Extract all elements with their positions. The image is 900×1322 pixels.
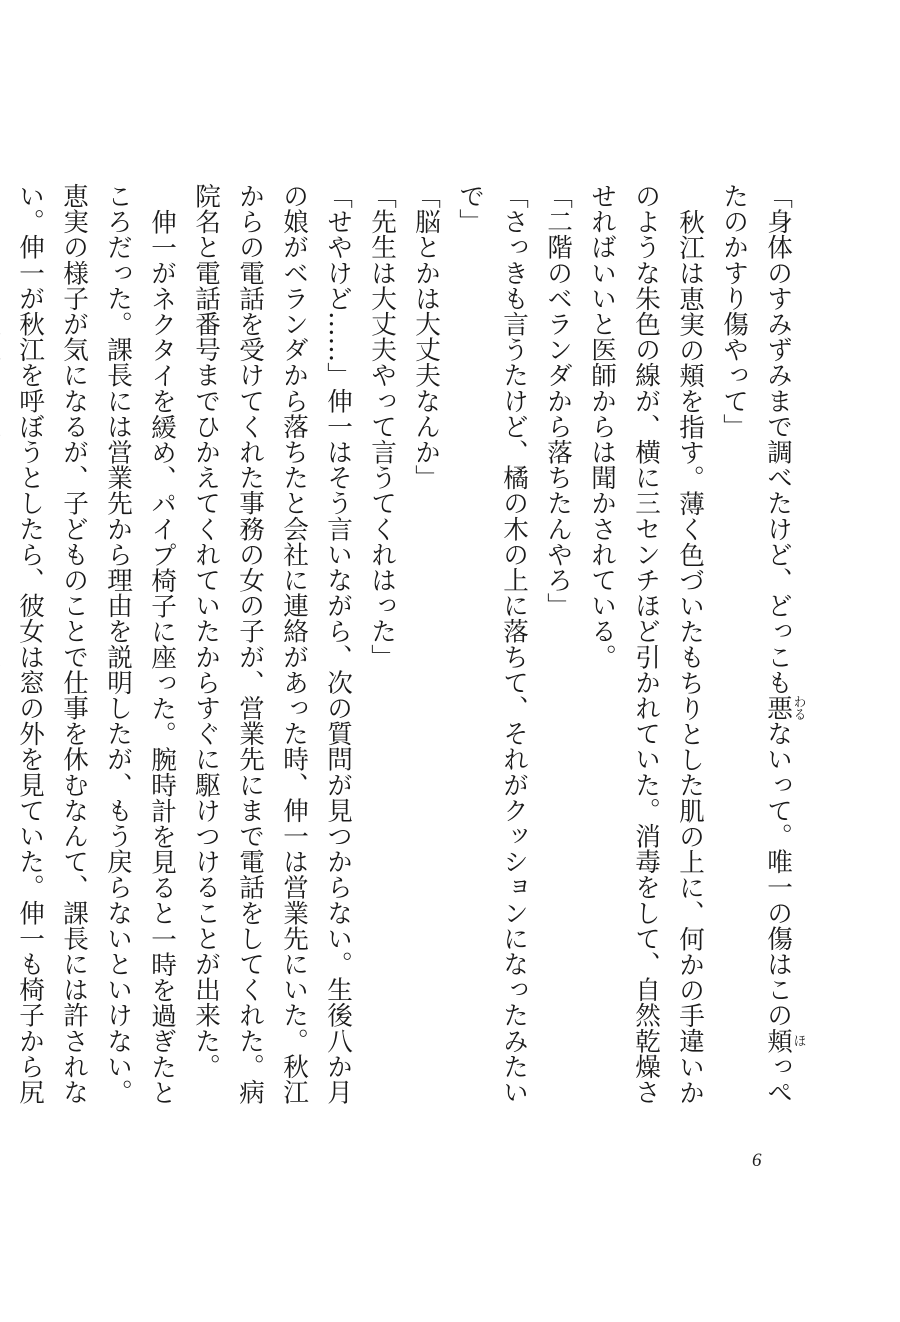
paragraph-6: 「先生は大丈夫やって言うてくれはった」	[367, 183, 397, 670]
paragraph-3: 「二階のベランダから落ちたんやろ」	[543, 183, 573, 619]
paragraph-2: 秋江は恵実の頬を指す。薄く色づいたもちりとした肌の上に、何かの手違いかのような朱色の線が、横に三センチほど引かれていた。消毒をして、自然乾燥させればいいと医師からは聞かされている。	[587, 183, 705, 1105]
ruby-word: 悪わる	[763, 695, 806, 721]
text-segment: ないって。唯一の傷はこの	[763, 720, 793, 1028]
ruby-reading: わる	[790, 695, 806, 721]
vertical-text-body	[0, 183, 805, 1123]
page-number: 6	[752, 1150, 762, 1171]
paragraph-4: 「さっきも言うたけど、橘の木の上に落ちて、それがクッションになったみたいで」	[455, 183, 529, 1105]
text-segment: っぺたのかすり傷やって」	[719, 183, 793, 1105]
ruby-reading: ほ	[790, 1027, 806, 1054]
paragraph-8: 伸一がネクタイを緩め、パイプ椅子に座った。腕時計を見ると一時を過ぎたところだった。課長には営業先から理由を説明したが、もう戻らないといけない。恵実の様子が気になるが、子どものことで仕事を休むなんて、課長には許されない。伸一が秋江を呼ぼうとしたら、彼女は窓の外を見ていた。伸一も椅子から尻	[15, 183, 177, 1105]
paragraph-7: 「せやけど……」伸一はそう言いながら、次の質問が見つからない。生後八か月の娘がベランダから落ちたと会社に連絡があった時、伸一は営業先にいた。秋江からの電話を受けてくれた事務の女の子が、営業先にまで電話をしてくれた。病院名と電話番号までひかえてくれていたからすぐに駆けつけることが出来た。	[191, 183, 353, 1105]
paragraph-1	[712, 183, 805, 1123]
ruby-word: 頬ほ	[763, 1027, 806, 1054]
text-segment: 「身体のすみずみまで調べたけど、どっこも	[763, 183, 793, 695]
paragraph-5: 「脳とかは大丈夫なんか」	[411, 183, 441, 491]
